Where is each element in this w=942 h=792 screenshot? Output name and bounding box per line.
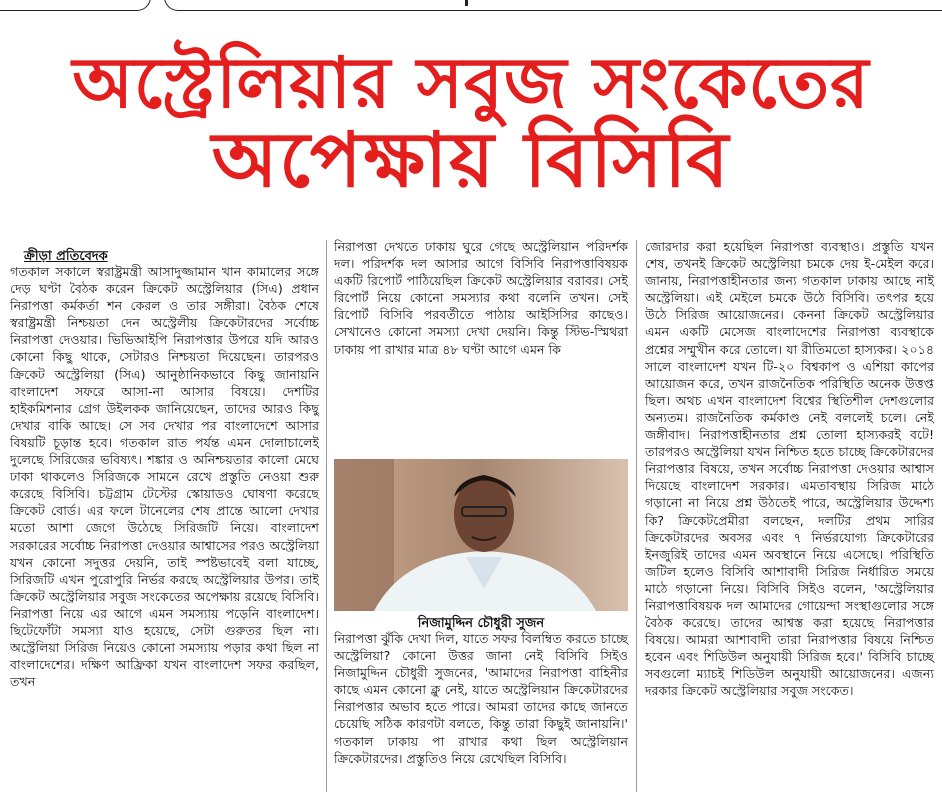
headline-line-1: অস্ট্রেলিয়ার সবুজ সংকেতের (72, 42, 870, 124)
column-2-top-text: নিরাপত্তা দেখতে ঢাকায় ঘুরে গেছে অস্ট্রেলিয়ান পরিদর্শক দল। পরিদর্শক দল আসার আগে বিসিবি নিরাপত্তাবিষয়ক একটি রিপোর্ট পাঠিয়েছিল ক্রিকেট অস্ট্রেলিয়ার বরাবর। সেই রিপোর্ট নিয়ে কোনো সমস্যার কথা বলেনি তখন। সেই রিপোর্ট বিসিবি পরবর্তীতে পাঠায় আইসিসির কাছেও। সেখানেও কোনো সমস্যা দেখা দেয়নি। কিন্তু স্টিভ-স্মিথরা ঢাকায় পা রাখার মাত্র ৪৮ ঘণ্টা আগে এমন কি (334, 239, 628, 357)
article-column-3 (645, 238, 934, 700)
portrait-illustration (334, 459, 628, 611)
article-column-2 (334, 238, 628, 358)
column-divider (636, 240, 637, 792)
column-3-text: জোরদার করা হয়েছিল নিরাপত্তা ব্যবস্থাও। প্রস্তুতি যখন শেষ, তখনই ক্রিকেট অস্ট্রেলিয়া চমকে দেয় ই-মেইল করে। জানায়, নিরাপত্তাহীনতার জন্য গতকাল ঢাকায় আছে নাই অস্ট্রেলিয়া। এই মেইলে চমকে উঠে বিসিবি। তৎপর হয়ে উঠে সিরিজ আয়োজনের। কেননা ক্রিকেট অস্ট্রেলিয়ার এমন একটি মেসেজ বাংলাদেশের নিরাপত্তা ব্যবস্থাকে প্রশ্নের সম্মুখীন করে তোলে। যা রীতিমতো হাস্যকর। ২০১৪ সালে বাংলাদেশ যখন টি-২০ বিশ্বকাপ ও এশিয়া কাপের আয়োজন করে, তখন রাজনৈতিক পরিস্থিতি অনেক উত্তপ্ত ছিল। অথচ এখন বাংলাদেশ বিশ্বের স্থিতিশীল দেশগুলোর অন্যতম। রাজনৈতিক কর্মকাণ্ড নেই বললেই চলে। নেই জঙ্গীবাদ। নিরাপত্তাহীনতার প্রশ্ন তোলা হাস্যকরই বটে! তারপরও অস্ট্রেলিয়া যখন নিশ্চিত হতে চাচ্ছে ক্রিকেটারদের নিরাপত্তার বিষয়ে, তখন সর্বোচ্চ নিরাপত্তা দেওয়ার আশ্বাস দিয়েছে বাংলাদেশ সরকার। এমতাবস্থায় সিরিজ মাঠে গড়ানো না নিয়ে প্রশ্ন উঠতেই পারে, অস্ট্রেলিয়ার উদ্দেশ্য কি? ক্রিকেটপ্রেমীরা বলছেন, দলটির প্রথম সারির ক্রিকেটারদের অবসর এবং ৭ নির্ভরযোগ্য ক্রিকেটারের ইনজুরিই তাদের এমন অবস্থানে নিয়ে এসেছে। পরিস্থিতি জটিল হলেও বিসিবি আশাবাদী সিরিজ নির্ধারিত সময়ে মাঠে গড়ানো নিয়ে। বিসিবি সিইও বলেন, 'অস্ট্রেলিয়ার নিরাপত্তাবিষয়ক দল আমাদের গোয়েন্দা সংস্থাগুলোর সঙ্গে বৈঠক করেছে। তাদের আশ্বস্ত করা হয়েছে নিরাপত্তার বিষয়ে। আমরা আশাবাদী তারা নিরাপত্তার বিষয়ে নিশ্চিত হবেন এবং শিডিউল অনুযায়ী সিরিজ হবে।' বিসিবি চাচ্ছে সবগুলো ম্যাচই শিডিউল অনুযায়ী আয়োজনের। এজন্য দরকার ক্রিকেট অস্ট্রেলিয়ার সবুজ সংকেত। (645, 239, 934, 699)
portrait-photo (334, 459, 628, 611)
frame-left-border (0, 0, 151, 11)
headline-line-2: অপেক্ষায় বিসিবি (211, 115, 731, 205)
article-column-2-continued (334, 630, 628, 767)
photo-caption: নিজামুদ্দিন চৌধুরী সুজন (417, 616, 545, 631)
headline (0, 42, 942, 205)
masthead-frame (0, 0, 942, 12)
frame-tick (465, 0, 468, 6)
column-divider (326, 240, 327, 792)
byline: ক্রীড়া প্রতিবেদক (24, 249, 108, 264)
frame-right-border (164, 0, 942, 11)
column-2-bottom-text: নিরাপত্তা ঝুঁকি দেখা দিল, যাতে সফর বিলম্বিত করতে চাচ্ছে অস্ট্রেলিয়া? কোনো উত্তর জানা নেই বিসিবি সিইও নিজামুদ্দিন চৌধুরী সুজনের, 'আমাদের নিরাপত্তা বাহিনীর কাছে এমন কোনো ক্লু নেই, যাতে অস্ট্রেলিয়ান ক্রিকেটারদের নিরাপত্তার অভাব হতে পারে। আমরা তাদের কাছে জানতে চেয়েছি সঠিক কারণটা বলতে, কিন্তু তারা কিছুই জানায়নি।' গতকাল ঢাকায় পা রাখার কথা ছিল অস্ট্রেলিয়ান ক্রিকেটারদের। প্রস্তুতিও নিয়ে রেখেছিল বিসিবি। (334, 631, 628, 766)
article-column-1 (10, 241, 319, 690)
column-1-text: গতকাল সকালে স্বরাষ্ট্রমন্ত্রী আসাদুজ্জামান খান কামালের সঙ্গে দেড় ঘণ্টা বৈঠক করেন ক্রিকেট অস্ট্রেলিয়ার (সিএ) প্রধান নিরাপত্তা কর্মকর্তা শন কেরল ও তার সঙ্গীরা। বৈঠক শেষে স্বরাষ্ট্রমন্ত্রী নিশ্চয়তা দেন অস্ট্রেলীয় ক্রিকেটারদের সর্বোচ্চ নিরাপত্তা দেওয়ার। ভিভিআইপি নিরাপত্তার উপরে যদি আরও কোনো কিছু থাকে, সেটারও নিশ্চয়তা দিয়েছেন। তারপরও ক্রিকেট অস্ট্রেলিয়া (সিএ) আনুষ্ঠানিকভাবে কিছু জানায়নি বাংলাদেশ সফরে আসা-না আসার বিষয়ে। দেশটির হাইকমিশনার গ্রেগ উইলকক জানিয়েছেন, তাদের আরও কিছু দেখার বাকি আছে। সে সব দেখার পর বাংলাদেশে আসার বিষয়টি চূড়ান্ত হবে। গতকাল রাত পর্যন্ত এমন দোলাচালেই দুলেছে সিরিজের ভবিষ্যৎ। শঙ্কার ও অনিশ্চয়তার কালো মেঘে ঢাকা থাকলেও সিরিজকে সামনে রেখে প্রস্তুতি নেওয়া শুরু করেছে বিসিবি। চট্টগ্রাম টেস্টের স্কোয়াডও ঘোষণা করেছে ক্রিকেট বোর্ড। এর ফলে টানেলের শেষ প্রান্তে আলো দেখার মতো আশা জেগে উঠেছে সিরিজটি নিয়ে। বাংলাদেশ সরকারের সর্বোচ্চ নিরাপত্তা দেওয়ার আশ্বাসের পরও অস্ট্রেলিয়া যখন কোনো সদুত্তর দেয়নি, তাই স্পষ্টভাবেই বলা যাচ্ছে, সিরিজটি এখন পুরোপুরি নির্ভর করছে অস্ট্রেলিয়ার উপর। তাই ক্রিকেট অস্ট্রেলিয়ার সবুজ সংকেতের অপেক্ষায় রয়েছে বিসিবি। নিরাপত্তা নিয়ে এর আগে এমন সমস্যায় পড়েনি বাংলাদেশ। ছিটেফোঁটা সমস্যা যাও হয়েছে, সেটা গুরুতর ছিল না। অস্ট্রেলিয়া সিরিজ নিয়েও কোনো সমস্যায় পড়ার কথা ছিল না বাংলাদেশের। দক্ষিণ আফ্রিকা যখন বাংলাদেশ সফর করছিল, তখন (10, 264, 319, 690)
